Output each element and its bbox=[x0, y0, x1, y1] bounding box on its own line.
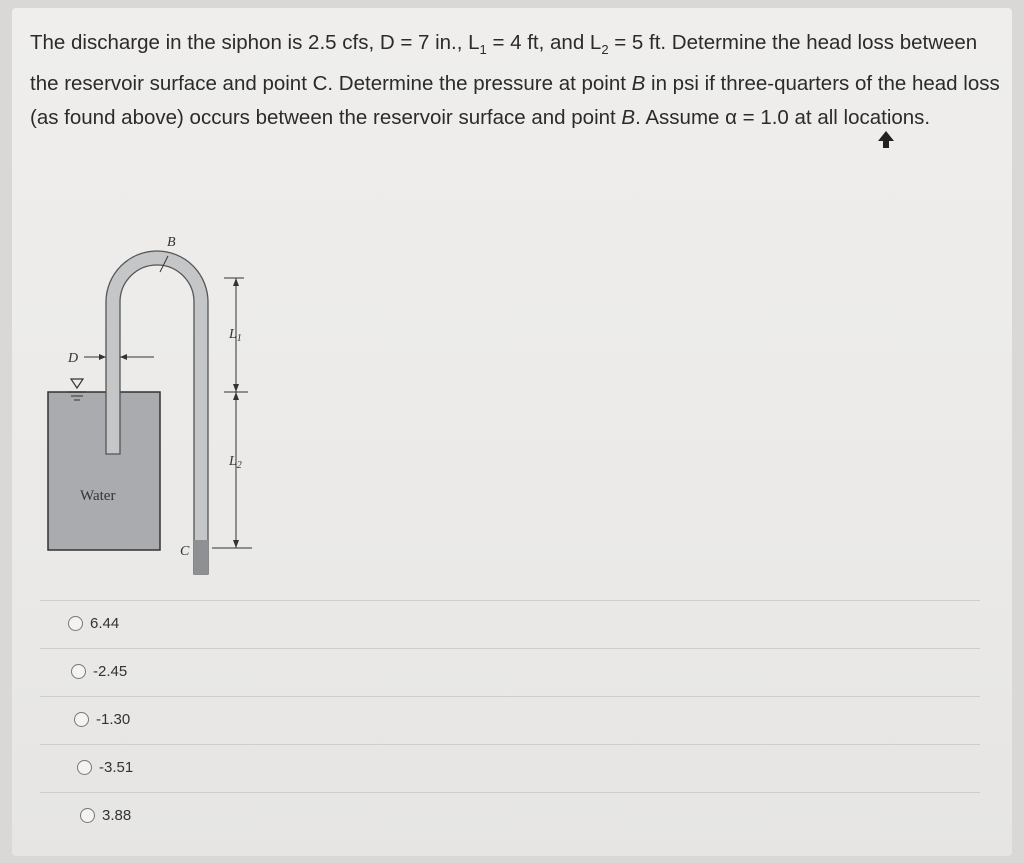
reservoir-water bbox=[48, 392, 160, 550]
option-row bbox=[40, 600, 980, 648]
label-l2: $L_2$ bbox=[229, 454, 242, 471]
dim-arrow bbox=[233, 384, 239, 392]
dim-arrow bbox=[233, 540, 239, 548]
option-label: 6.44 bbox=[90, 615, 120, 632]
label-c: C bbox=[180, 544, 190, 559]
subscript: 1 bbox=[479, 42, 487, 58]
option-label: -2.45 bbox=[93, 663, 128, 680]
dim-arrow bbox=[233, 392, 239, 400]
option-row bbox=[40, 744, 980, 792]
point-b-ref: B bbox=[621, 106, 636, 130]
d-arrowhead bbox=[99, 354, 106, 360]
siphon-diagram bbox=[40, 222, 280, 582]
radio-button[interactable] bbox=[80, 808, 95, 823]
dim-arrow bbox=[233, 278, 239, 286]
question-part: The discharge in the siphon is 2.5 cfs, D = 7 in., L bbox=[30, 31, 480, 54]
option-6-44[interactable] bbox=[68, 615, 119, 632]
option-neg-3-51[interactable] bbox=[77, 759, 133, 776]
radio-button[interactable] bbox=[68, 616, 83, 631]
option-row bbox=[40, 648, 980, 696]
label-water: Water bbox=[80, 488, 116, 504]
option-label: -1.30 bbox=[96, 711, 131, 728]
option-neg-2-45[interactable] bbox=[71, 663, 127, 680]
answer-options bbox=[40, 600, 980, 840]
question-part: = 4 ft, and L bbox=[486, 31, 602, 54]
option-neg-1-30[interactable] bbox=[74, 711, 130, 728]
question-part: in psi if three-quarters of the head loss (as found above) occurs between the reservoir surface and point bbox=[30, 72, 1000, 130]
subscript: 2 bbox=[601, 42, 609, 58]
label-d: D bbox=[68, 351, 79, 366]
question-part: . Assume α = 1.0 at all locations. bbox=[635, 106, 931, 130]
option-label: 3.88 bbox=[102, 807, 132, 824]
radio-button[interactable] bbox=[77, 760, 92, 775]
radio-button[interactable] bbox=[74, 712, 89, 727]
question-text bbox=[30, 26, 1005, 135]
label-b: B bbox=[167, 235, 176, 250]
label-l1: $L_1$ bbox=[229, 327, 242, 344]
tube-outlet bbox=[194, 540, 208, 574]
water-surface-symbol bbox=[71, 379, 83, 388]
point-b-ref: B bbox=[631, 72, 646, 96]
option-row bbox=[40, 696, 980, 744]
d-arrowhead bbox=[120, 354, 127, 360]
option-3-88[interactable] bbox=[80, 807, 131, 824]
radio-button[interactable] bbox=[71, 664, 86, 679]
question-part: = 5 ft. Determine the head loss between the reservoir surface and point C. Determine the pressure at point bbox=[30, 31, 978, 96]
mouse-cursor-icon bbox=[878, 131, 894, 149]
option-label: -3.51 bbox=[99, 759, 134, 776]
option-row bbox=[40, 792, 980, 840]
